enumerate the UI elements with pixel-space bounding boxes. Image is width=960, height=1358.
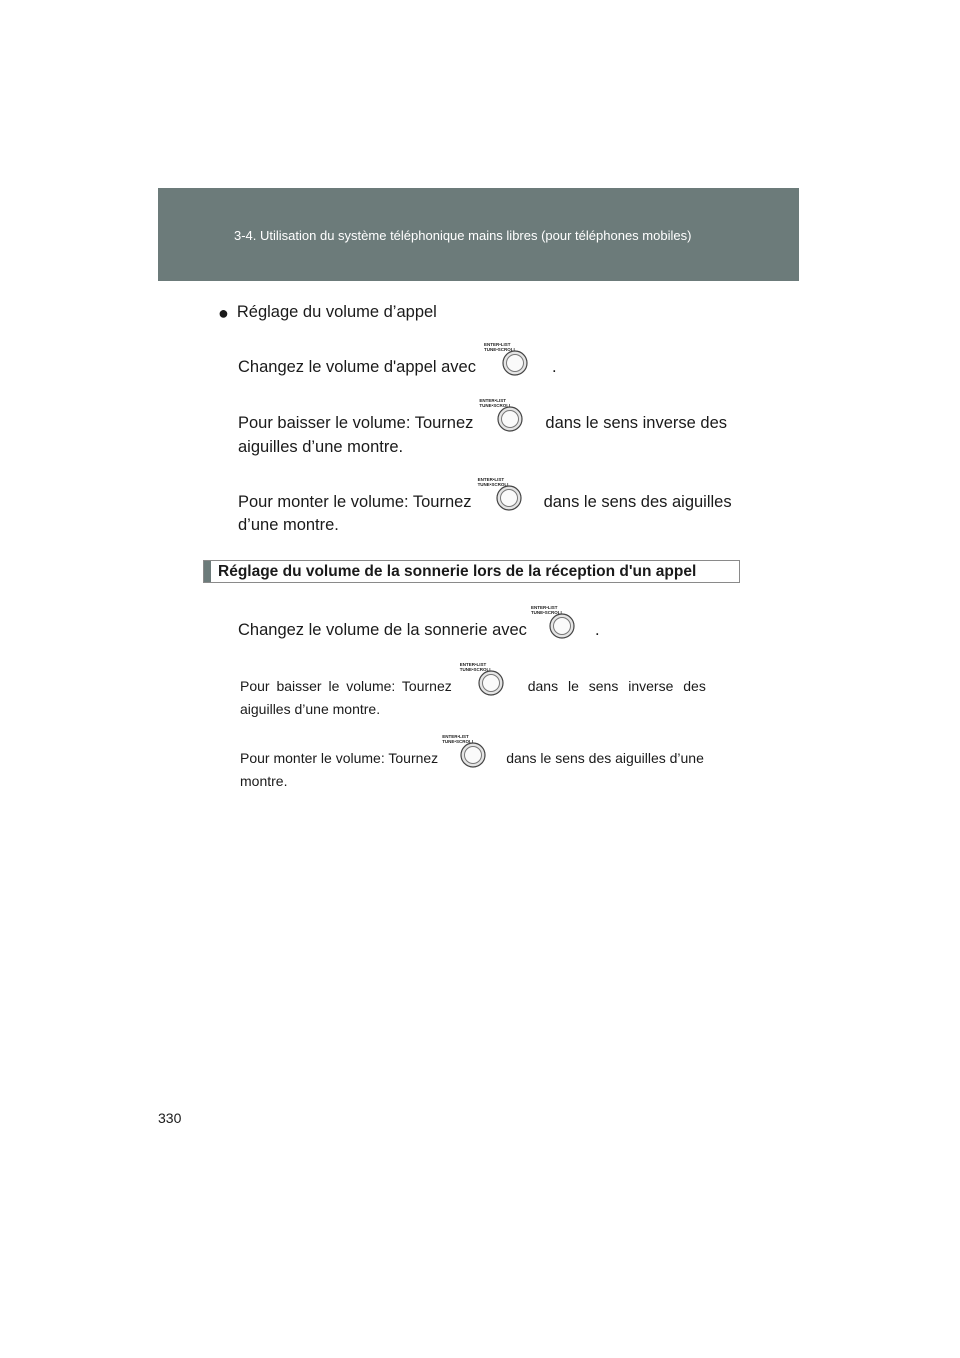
call-lower-after: dans le sens inverse des (545, 414, 728, 432)
ringer-lower-text: Pour baisser le volume: Tournez (240, 678, 452, 694)
call-lower-text: Pour baisser le volume: Tournez (238, 414, 474, 432)
call-raise-text: Pour monter le volume: Tournez (238, 493, 472, 511)
ringer-change-line (238, 605, 600, 661)
ringer-raise-line (240, 734, 704, 790)
ringer-lower-after: dans le sens inverse des (527, 678, 706, 694)
chapter-header-band (158, 188, 799, 281)
call-lower-cont: aiguilles d’une montre. (238, 438, 404, 456)
ringer-raise-after: dans le sens des aiguilles d’une (506, 750, 704, 766)
ringer-heading-text: Réglage du volume de la sonnerie lors de la réception d'un appel (218, 562, 697, 580)
tune-knob-icon: ENTER•LIST TUNE•SCROLL (440, 736, 504, 776)
tune-knob-icon: ENTER•LIST TUNE•SCROLL (477, 400, 541, 440)
tune-knob-icon: ENTER•LIST TUNE•SCROLL (482, 344, 546, 384)
chapter-title: 3-4. Utilisation du système téléphonique mains libres (pour téléphones mobiles) (234, 228, 692, 243)
ringer-lower-cont: aiguilles d’une montre. (240, 701, 381, 717)
call-volume-title: Réglage du volume d’appel (236, 303, 437, 321)
call-change-text: Changez le volume d'appel avec (238, 358, 476, 376)
page-number: 330 (158, 1110, 182, 1126)
tune-knob-icon: ENTER•LIST TUNE•SCROLL (458, 664, 522, 704)
call-change-end: . (551, 358, 557, 376)
ringer-change-text: Changez le volume de la sonnerie avec (238, 621, 527, 639)
call-volume-title-row (218, 303, 437, 322)
call-change-line (238, 342, 557, 398)
call-raise-cont: d’une montre. (238, 516, 339, 534)
tune-knob-icon: ENTER•LIST TUNE•SCROLL (529, 607, 593, 647)
ringer-change-end: . (594, 621, 600, 639)
call-raise-after: dans le sens des aiguilles (543, 493, 732, 511)
heading-accent-bar (204, 561, 211, 582)
bullet-icon: ● (218, 302, 229, 323)
ringer-section-heading (203, 560, 740, 583)
ringer-raise-cont: montre. (240, 773, 288, 789)
tune-knob-icon: ENTER•LIST TUNE•SCROLL (476, 479, 540, 519)
ringer-raise-text: Pour monter le volume: Tournez (240, 750, 439, 766)
